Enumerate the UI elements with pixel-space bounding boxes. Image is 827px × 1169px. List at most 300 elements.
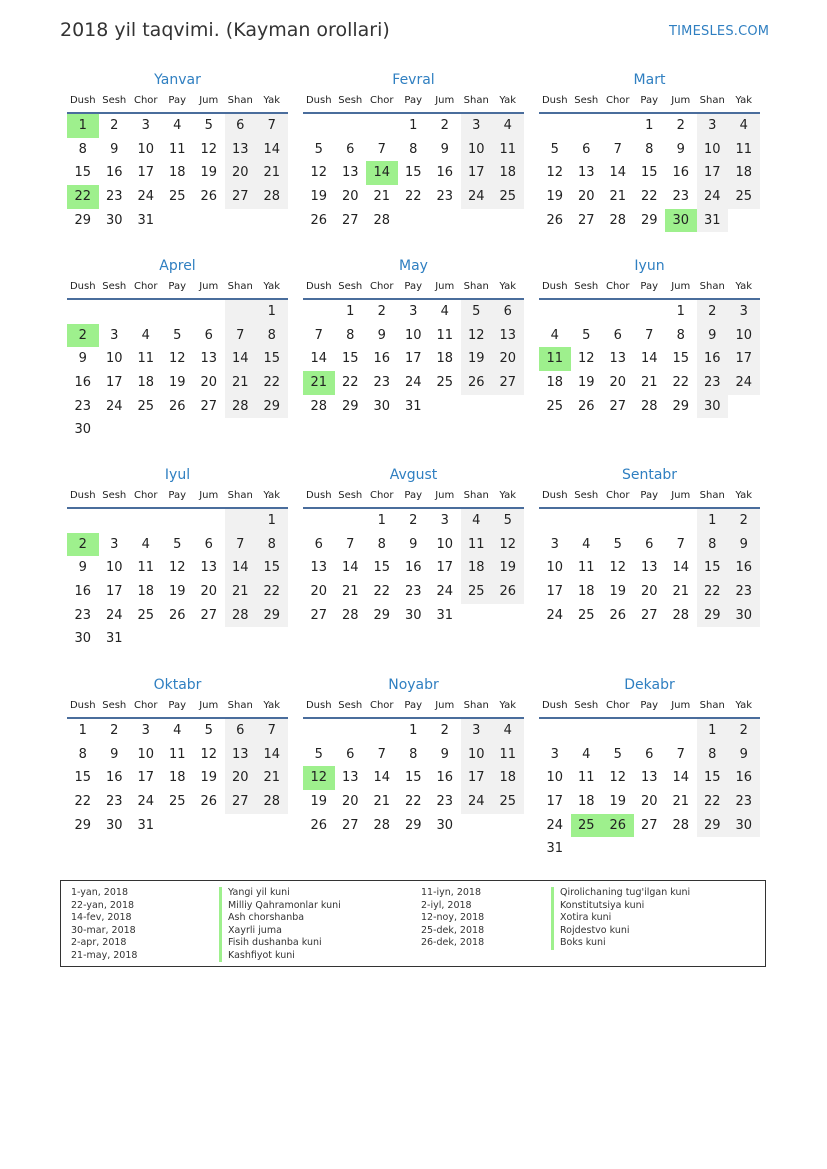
- day-cell[interactable]: 12: [200, 746, 218, 762]
- day-cell[interactable]: 24: [697, 185, 729, 209]
- day-cell[interactable]: 19: [310, 794, 328, 810]
- day-cell[interactable]: 22: [74, 794, 92, 810]
- day-cell[interactable]: 14: [225, 556, 257, 580]
- day-cell[interactable]: 29: [373, 607, 391, 623]
- day-cell[interactable]: 20: [577, 189, 595, 205]
- day-cell[interactable]: 15: [672, 351, 690, 367]
- day-cell[interactable]: 3: [550, 536, 559, 552]
- day-cell[interactable]: 28: [609, 212, 627, 228]
- day-cell[interactable]: 6: [645, 746, 654, 762]
- day-cell[interactable]: 2: [409, 513, 418, 528]
- day-cell[interactable]: 21: [373, 794, 391, 810]
- day-cell[interactable]: 18: [577, 584, 595, 600]
- day-cell[interactable]: 5: [461, 300, 493, 324]
- day-cell[interactable]: 16: [105, 770, 123, 786]
- day-cell[interactable]: 29: [256, 604, 288, 628]
- day-cell[interactable]: 13: [492, 324, 524, 348]
- day-cell[interactable]: 11: [168, 141, 186, 157]
- day-cell[interactable]: 6: [225, 114, 257, 138]
- day-cell[interactable]: 17: [137, 165, 155, 181]
- day-cell[interactable]: 13: [225, 743, 257, 767]
- day-cell[interactable]: 14: [672, 560, 690, 576]
- day-cell[interactable]: 27: [225, 185, 257, 209]
- day-cell[interactable]: 18: [168, 770, 186, 786]
- day-cell[interactable]: 3: [141, 723, 150, 738]
- day-cell[interactable]: 7: [346, 536, 355, 552]
- day-cell[interactable]: 21: [640, 375, 658, 391]
- day-cell[interactable]: 31: [137, 817, 155, 833]
- day-cell[interactable]: 18: [492, 766, 524, 790]
- day-cell[interactable]: 19: [168, 375, 186, 391]
- day-cell[interactable]: 8: [256, 324, 288, 348]
- day-cell[interactable]: 1: [697, 509, 729, 533]
- day-cell[interactable]: 12: [609, 770, 627, 786]
- day-cell[interactable]: 27: [492, 371, 524, 395]
- day-cell[interactable]: 8: [697, 533, 729, 557]
- day-cell[interactable]: 3: [461, 114, 493, 138]
- day-cell[interactable]: 25: [546, 398, 564, 414]
- day-cell[interactable]: 10: [461, 138, 493, 162]
- day-cell[interactable]: 11: [539, 347, 571, 371]
- day-cell[interactable]: 27: [640, 817, 658, 833]
- day-cell[interactable]: 13: [640, 560, 658, 576]
- day-cell[interactable]: 16: [728, 766, 760, 790]
- day-cell[interactable]: 4: [173, 118, 182, 133]
- day-cell[interactable]: 3: [440, 513, 449, 528]
- day-cell[interactable]: 23: [728, 790, 760, 814]
- day-cell[interactable]: 23: [672, 189, 690, 205]
- day-cell[interactable]: 17: [461, 766, 493, 790]
- day-cell[interactable]: 18: [546, 375, 564, 391]
- day-cell[interactable]: 23: [373, 375, 391, 391]
- day-cell[interactable]: 9: [110, 141, 119, 157]
- day-cell[interactable]: 30: [697, 395, 729, 419]
- day-cell[interactable]: 29: [404, 817, 422, 833]
- day-cell[interactable]: 14: [225, 347, 257, 371]
- day-cell[interactable]: 11: [577, 770, 595, 786]
- day-cell[interactable]: 10: [546, 560, 564, 576]
- day-cell[interactable]: 19: [577, 375, 595, 391]
- day-cell[interactable]: 20: [225, 766, 257, 790]
- day-cell[interactable]: 4: [492, 719, 524, 743]
- day-cell[interactable]: 22: [640, 189, 658, 205]
- day-cell[interactable]: 7: [676, 536, 685, 552]
- day-cell[interactable]: 24: [728, 371, 760, 395]
- day-cell[interactable]: 1: [697, 719, 729, 743]
- day-cell[interactable]: 30: [404, 607, 422, 623]
- day-cell[interactable]: 30: [665, 209, 697, 233]
- day-cell[interactable]: 9: [78, 560, 87, 576]
- day-cell[interactable]: 7: [645, 327, 654, 343]
- day-cell[interactable]: 18: [168, 165, 186, 181]
- day-cell[interactable]: 9: [676, 141, 685, 157]
- day-cell[interactable]: 8: [78, 141, 87, 157]
- day-cell[interactable]: 7: [377, 746, 386, 762]
- day-cell[interactable]: 29: [74, 212, 92, 228]
- day-cell[interactable]: 4: [582, 746, 591, 762]
- day-cell[interactable]: 12: [577, 351, 595, 367]
- day-cell[interactable]: 15: [74, 165, 92, 181]
- day-cell[interactable]: 6: [204, 327, 213, 343]
- day-cell[interactable]: 11: [492, 138, 524, 162]
- day-cell[interactable]: 25: [137, 607, 155, 623]
- day-cell[interactable]: 28: [373, 212, 391, 228]
- day-cell[interactable]: 25: [492, 790, 524, 814]
- day-cell[interactable]: 27: [200, 607, 218, 623]
- day-cell[interactable]: 6: [204, 536, 213, 552]
- day-cell[interactable]: 24: [436, 584, 454, 600]
- day-cell[interactable]: 5: [613, 536, 622, 552]
- day-cell[interactable]: 2: [440, 118, 449, 133]
- day-cell[interactable]: 28: [256, 790, 288, 814]
- day-cell[interactable]: 25: [168, 794, 186, 810]
- day-cell[interactable]: 13: [225, 138, 257, 162]
- day-cell[interactable]: 27: [341, 212, 359, 228]
- day-cell[interactable]: 4: [440, 304, 449, 319]
- day-cell[interactable]: 4: [550, 327, 559, 343]
- day-cell[interactable]: 30: [436, 817, 454, 833]
- day-cell[interactable]: 17: [436, 560, 454, 576]
- day-cell[interactable]: 14: [366, 161, 398, 185]
- day-cell[interactable]: 27: [341, 817, 359, 833]
- day-cell[interactable]: 9: [728, 743, 760, 767]
- day-cell[interactable]: 25: [168, 189, 186, 205]
- day-cell[interactable]: 22: [341, 375, 359, 391]
- day-cell[interactable]: 9: [728, 533, 760, 557]
- day-cell[interactable]: 29: [697, 814, 729, 838]
- day-cell[interactable]: 4: [141, 536, 150, 552]
- day-cell[interactable]: 2: [676, 118, 685, 133]
- day-cell[interactable]: 30: [373, 398, 391, 414]
- day-cell[interactable]: 21: [303, 371, 335, 395]
- day-cell[interactable]: 31: [697, 209, 729, 233]
- day-cell[interactable]: 15: [697, 766, 729, 790]
- day-cell[interactable]: 8: [78, 746, 87, 762]
- day-cell[interactable]: 29: [74, 817, 92, 833]
- day-cell[interactable]: 20: [225, 161, 257, 185]
- day-cell[interactable]: 30: [105, 212, 123, 228]
- day-cell[interactable]: 12: [168, 560, 186, 576]
- day-cell[interactable]: 1: [409, 118, 418, 133]
- day-cell[interactable]: 31: [546, 841, 564, 857]
- day-cell[interactable]: 9: [110, 746, 119, 762]
- day-cell[interactable]: 10: [105, 351, 123, 367]
- day-cell[interactable]: 5: [550, 141, 559, 157]
- day-cell[interactable]: 25: [461, 580, 493, 604]
- day-cell[interactable]: 26: [168, 398, 186, 414]
- day-cell[interactable]: 16: [728, 556, 760, 580]
- day-cell[interactable]: 17: [105, 375, 123, 391]
- day-cell[interactable]: 16: [105, 165, 123, 181]
- day-cell[interactable]: 7: [676, 746, 685, 762]
- day-cell[interactable]: 8: [346, 327, 355, 343]
- day-cell[interactable]: 1: [645, 118, 654, 133]
- day-cell[interactable]: 21: [373, 189, 391, 205]
- day-cell[interactable]: 14: [310, 351, 328, 367]
- day-cell[interactable]: 23: [436, 189, 454, 205]
- day-cell[interactable]: 15: [256, 556, 288, 580]
- day-cell[interactable]: 7: [225, 533, 257, 557]
- day-cell[interactable]: 21: [672, 584, 690, 600]
- day-cell[interactable]: 7: [377, 141, 386, 157]
- day-cell[interactable]: 4: [461, 509, 493, 533]
- day-cell[interactable]: 27: [609, 398, 627, 414]
- day-cell[interactable]: 20: [640, 794, 658, 810]
- day-cell[interactable]: 8: [676, 327, 685, 343]
- day-cell[interactable]: 29: [640, 212, 658, 228]
- day-cell[interactable]: 21: [341, 584, 359, 600]
- day-cell[interactable]: 8: [409, 746, 418, 762]
- day-cell[interactable]: 1: [67, 114, 99, 138]
- day-cell[interactable]: 5: [314, 746, 323, 762]
- day-cell[interactable]: 5: [204, 723, 213, 738]
- day-cell[interactable]: 10: [546, 770, 564, 786]
- day-cell[interactable]: 12: [310, 165, 328, 181]
- day-cell[interactable]: 6: [613, 327, 622, 343]
- day-cell[interactable]: 12: [609, 560, 627, 576]
- day-cell[interactable]: 23: [697, 371, 729, 395]
- day-cell[interactable]: 22: [256, 371, 288, 395]
- day-cell[interactable]: 11: [728, 138, 760, 162]
- day-cell[interactable]: 17: [546, 794, 564, 810]
- day-cell[interactable]: 7: [613, 141, 622, 157]
- day-cell[interactable]: 3: [110, 536, 119, 552]
- day-cell[interactable]: 10: [461, 743, 493, 767]
- day-cell[interactable]: 17: [404, 351, 422, 367]
- day-cell[interactable]: 3: [461, 719, 493, 743]
- day-cell[interactable]: 3: [141, 118, 150, 133]
- day-cell[interactable]: 28: [256, 185, 288, 209]
- day-cell[interactable]: 15: [697, 556, 729, 580]
- day-cell[interactable]: 14: [256, 138, 288, 162]
- day-cell[interactable]: 2: [67, 324, 99, 348]
- day-cell[interactable]: 16: [74, 584, 92, 600]
- day-cell[interactable]: 24: [546, 817, 564, 833]
- day-cell[interactable]: 25: [436, 375, 454, 391]
- day-cell[interactable]: 12: [546, 165, 564, 181]
- day-cell[interactable]: 23: [105, 794, 123, 810]
- day-cell[interactable]: 20: [200, 375, 218, 391]
- day-cell[interactable]: 20: [341, 794, 359, 810]
- day-cell[interactable]: 3: [550, 746, 559, 762]
- day-cell[interactable]: 21: [672, 794, 690, 810]
- day-cell[interactable]: 15: [341, 351, 359, 367]
- day-cell[interactable]: 31: [404, 398, 422, 414]
- day-cell[interactable]: 26: [168, 607, 186, 623]
- day-cell[interactable]: 13: [200, 351, 218, 367]
- day-cell[interactable]: 2: [67, 533, 99, 557]
- day-cell[interactable]: 11: [137, 560, 155, 576]
- day-cell[interactable]: 13: [640, 770, 658, 786]
- day-cell[interactable]: 4: [173, 723, 182, 738]
- day-cell[interactable]: 18: [728, 161, 760, 185]
- day-cell[interactable]: 18: [137, 375, 155, 391]
- day-cell[interactable]: 26: [310, 817, 328, 833]
- day-cell[interactable]: 8: [645, 141, 654, 157]
- day-cell[interactable]: 17: [728, 347, 760, 371]
- day-cell[interactable]: 26: [310, 212, 328, 228]
- day-cell[interactable]: 4: [141, 327, 150, 343]
- day-cell[interactable]: 19: [200, 770, 218, 786]
- day-cell[interactable]: 24: [404, 375, 422, 391]
- day-cell[interactable]: 18: [577, 794, 595, 810]
- day-cell[interactable]: 25: [137, 398, 155, 414]
- day-cell[interactable]: 2: [440, 723, 449, 738]
- day-cell[interactable]: 12: [492, 533, 524, 557]
- day-cell[interactable]: 1: [256, 300, 288, 324]
- day-cell[interactable]: 7: [256, 719, 288, 743]
- day-cell[interactable]: 26: [461, 371, 493, 395]
- day-cell[interactable]: 23: [105, 189, 123, 205]
- day-cell[interactable]: 3: [110, 327, 119, 343]
- day-cell[interactable]: 22: [404, 189, 422, 205]
- day-cell[interactable]: 31: [137, 212, 155, 228]
- day-cell[interactable]: 22: [697, 580, 729, 604]
- day-cell[interactable]: 26: [200, 189, 218, 205]
- day-cell[interactable]: 4: [728, 114, 760, 138]
- day-cell[interactable]: 12: [168, 351, 186, 367]
- day-cell[interactable]: 5: [314, 141, 323, 157]
- day-cell[interactable]: 25: [728, 185, 760, 209]
- day-cell[interactable]: 6: [492, 300, 524, 324]
- day-cell[interactable]: 13: [609, 351, 627, 367]
- day-cell[interactable]: 7: [314, 327, 323, 343]
- day-cell[interactable]: 21: [225, 580, 257, 604]
- day-cell[interactable]: 23: [404, 584, 422, 600]
- day-cell[interactable]: 2: [110, 723, 119, 738]
- day-cell[interactable]: 17: [105, 584, 123, 600]
- day-cell[interactable]: 30: [728, 814, 760, 838]
- day-cell[interactable]: 10: [137, 746, 155, 762]
- day-cell[interactable]: 5: [492, 509, 524, 533]
- day-cell[interactable]: 19: [200, 165, 218, 181]
- day-cell[interactable]: 6: [225, 719, 257, 743]
- day-cell[interactable]: 20: [640, 584, 658, 600]
- day-cell[interactable]: 8: [697, 743, 729, 767]
- day-cell[interactable]: 25: [492, 185, 524, 209]
- day-cell[interactable]: 14: [609, 165, 627, 181]
- day-cell[interactable]: 11: [492, 743, 524, 767]
- day-cell[interactable]: 10: [137, 141, 155, 157]
- day-cell[interactable]: 14: [373, 770, 391, 786]
- day-cell[interactable]: 13: [341, 165, 359, 181]
- day-cell[interactable]: 25: [577, 607, 595, 623]
- day-cell[interactable]: 7: [225, 324, 257, 348]
- day-cell[interactable]: 15: [404, 770, 422, 786]
- day-cell[interactable]: 19: [461, 347, 493, 371]
- day-cell[interactable]: 11: [461, 533, 493, 557]
- day-cell[interactable]: 17: [697, 161, 729, 185]
- day-cell[interactable]: 23: [74, 607, 92, 623]
- day-cell[interactable]: 13: [341, 770, 359, 786]
- day-cell[interactable]: 30: [728, 604, 760, 628]
- day-cell[interactable]: 24: [461, 185, 493, 209]
- day-cell[interactable]: 6: [346, 746, 355, 762]
- day-cell[interactable]: 16: [373, 351, 391, 367]
- day-cell[interactable]: 22: [373, 584, 391, 600]
- day-cell[interactable]: 17: [546, 584, 564, 600]
- day-cell[interactable]: 5: [173, 327, 182, 343]
- day-cell[interactable]: 8: [409, 141, 418, 157]
- day-cell[interactable]: 28: [373, 817, 391, 833]
- day-cell[interactable]: 28: [672, 607, 690, 623]
- day-cell[interactable]: 3: [409, 304, 418, 319]
- day-cell[interactable]: 2: [728, 719, 760, 743]
- day-cell[interactable]: 5: [582, 327, 591, 343]
- day-cell[interactable]: 19: [609, 584, 627, 600]
- day-cell[interactable]: 29: [256, 395, 288, 419]
- day-cell[interactable]: 5: [173, 536, 182, 552]
- day-cell[interactable]: 1: [409, 723, 418, 738]
- day-cell[interactable]: 31: [105, 631, 123, 647]
- day-cell[interactable]: 22: [67, 185, 99, 209]
- day-cell[interactable]: 21: [609, 189, 627, 205]
- day-cell[interactable]: 14: [341, 560, 359, 576]
- day-cell[interactable]: 17: [137, 770, 155, 786]
- day-cell[interactable]: 26: [200, 794, 218, 810]
- day-cell[interactable]: 11: [137, 351, 155, 367]
- day-cell[interactable]: 10: [105, 560, 123, 576]
- day-cell[interactable]: 14: [256, 743, 288, 767]
- day-cell[interactable]: 5: [204, 118, 213, 133]
- day-cell[interactable]: 3: [697, 114, 729, 138]
- day-cell[interactable]: 30: [74, 631, 92, 647]
- day-cell[interactable]: 29: [672, 398, 690, 414]
- day-cell[interactable]: 27: [640, 607, 658, 623]
- day-cell[interactable]: 21: [225, 371, 257, 395]
- day-cell[interactable]: 18: [492, 161, 524, 185]
- day-cell[interactable]: 16: [436, 165, 454, 181]
- brand-link[interactable]: TIMESLES.COM: [669, 24, 770, 39]
- day-cell[interactable]: 22: [672, 375, 690, 391]
- day-cell[interactable]: 13: [310, 560, 328, 576]
- day-cell[interactable]: 14: [672, 770, 690, 786]
- day-cell[interactable]: 7: [256, 114, 288, 138]
- day-cell[interactable]: 24: [546, 607, 564, 623]
- day-cell[interactable]: 15: [404, 165, 422, 181]
- day-cell[interactable]: 9: [440, 746, 449, 762]
- day-cell[interactable]: 18: [137, 584, 155, 600]
- day-cell[interactable]: 28: [341, 607, 359, 623]
- day-cell[interactable]: 10: [728, 324, 760, 348]
- day-cell[interactable]: 21: [256, 766, 288, 790]
- day-cell[interactable]: 20: [310, 584, 328, 600]
- day-cell[interactable]: 24: [137, 189, 155, 205]
- day-cell[interactable]: 20: [492, 347, 524, 371]
- day-cell[interactable]: 14: [640, 351, 658, 367]
- day-cell[interactable]: 9: [440, 141, 449, 157]
- day-cell[interactable]: 30: [74, 422, 92, 438]
- day-cell[interactable]: 6: [346, 141, 355, 157]
- day-cell[interactable]: 19: [168, 584, 186, 600]
- day-cell[interactable]: 6: [582, 141, 591, 157]
- day-cell[interactable]: 23: [74, 398, 92, 414]
- day-cell[interactable]: 2: [110, 118, 119, 133]
- day-cell[interactable]: 16: [436, 770, 454, 786]
- day-cell[interactable]: 1: [346, 304, 355, 319]
- day-cell[interactable]: 2: [377, 304, 386, 319]
- day-cell[interactable]: 12: [461, 324, 493, 348]
- day-cell[interactable]: 19: [546, 189, 564, 205]
- day-cell[interactable]: 11: [436, 327, 454, 343]
- day-cell[interactable]: 18: [436, 351, 454, 367]
- day-cell[interactable]: 9: [377, 327, 386, 343]
- day-cell[interactable]: 29: [697, 604, 729, 628]
- day-cell[interactable]: 15: [74, 770, 92, 786]
- day-cell[interactable]: 12: [200, 141, 218, 157]
- day-cell[interactable]: 15: [640, 165, 658, 181]
- day-cell[interactable]: 27: [200, 398, 218, 414]
